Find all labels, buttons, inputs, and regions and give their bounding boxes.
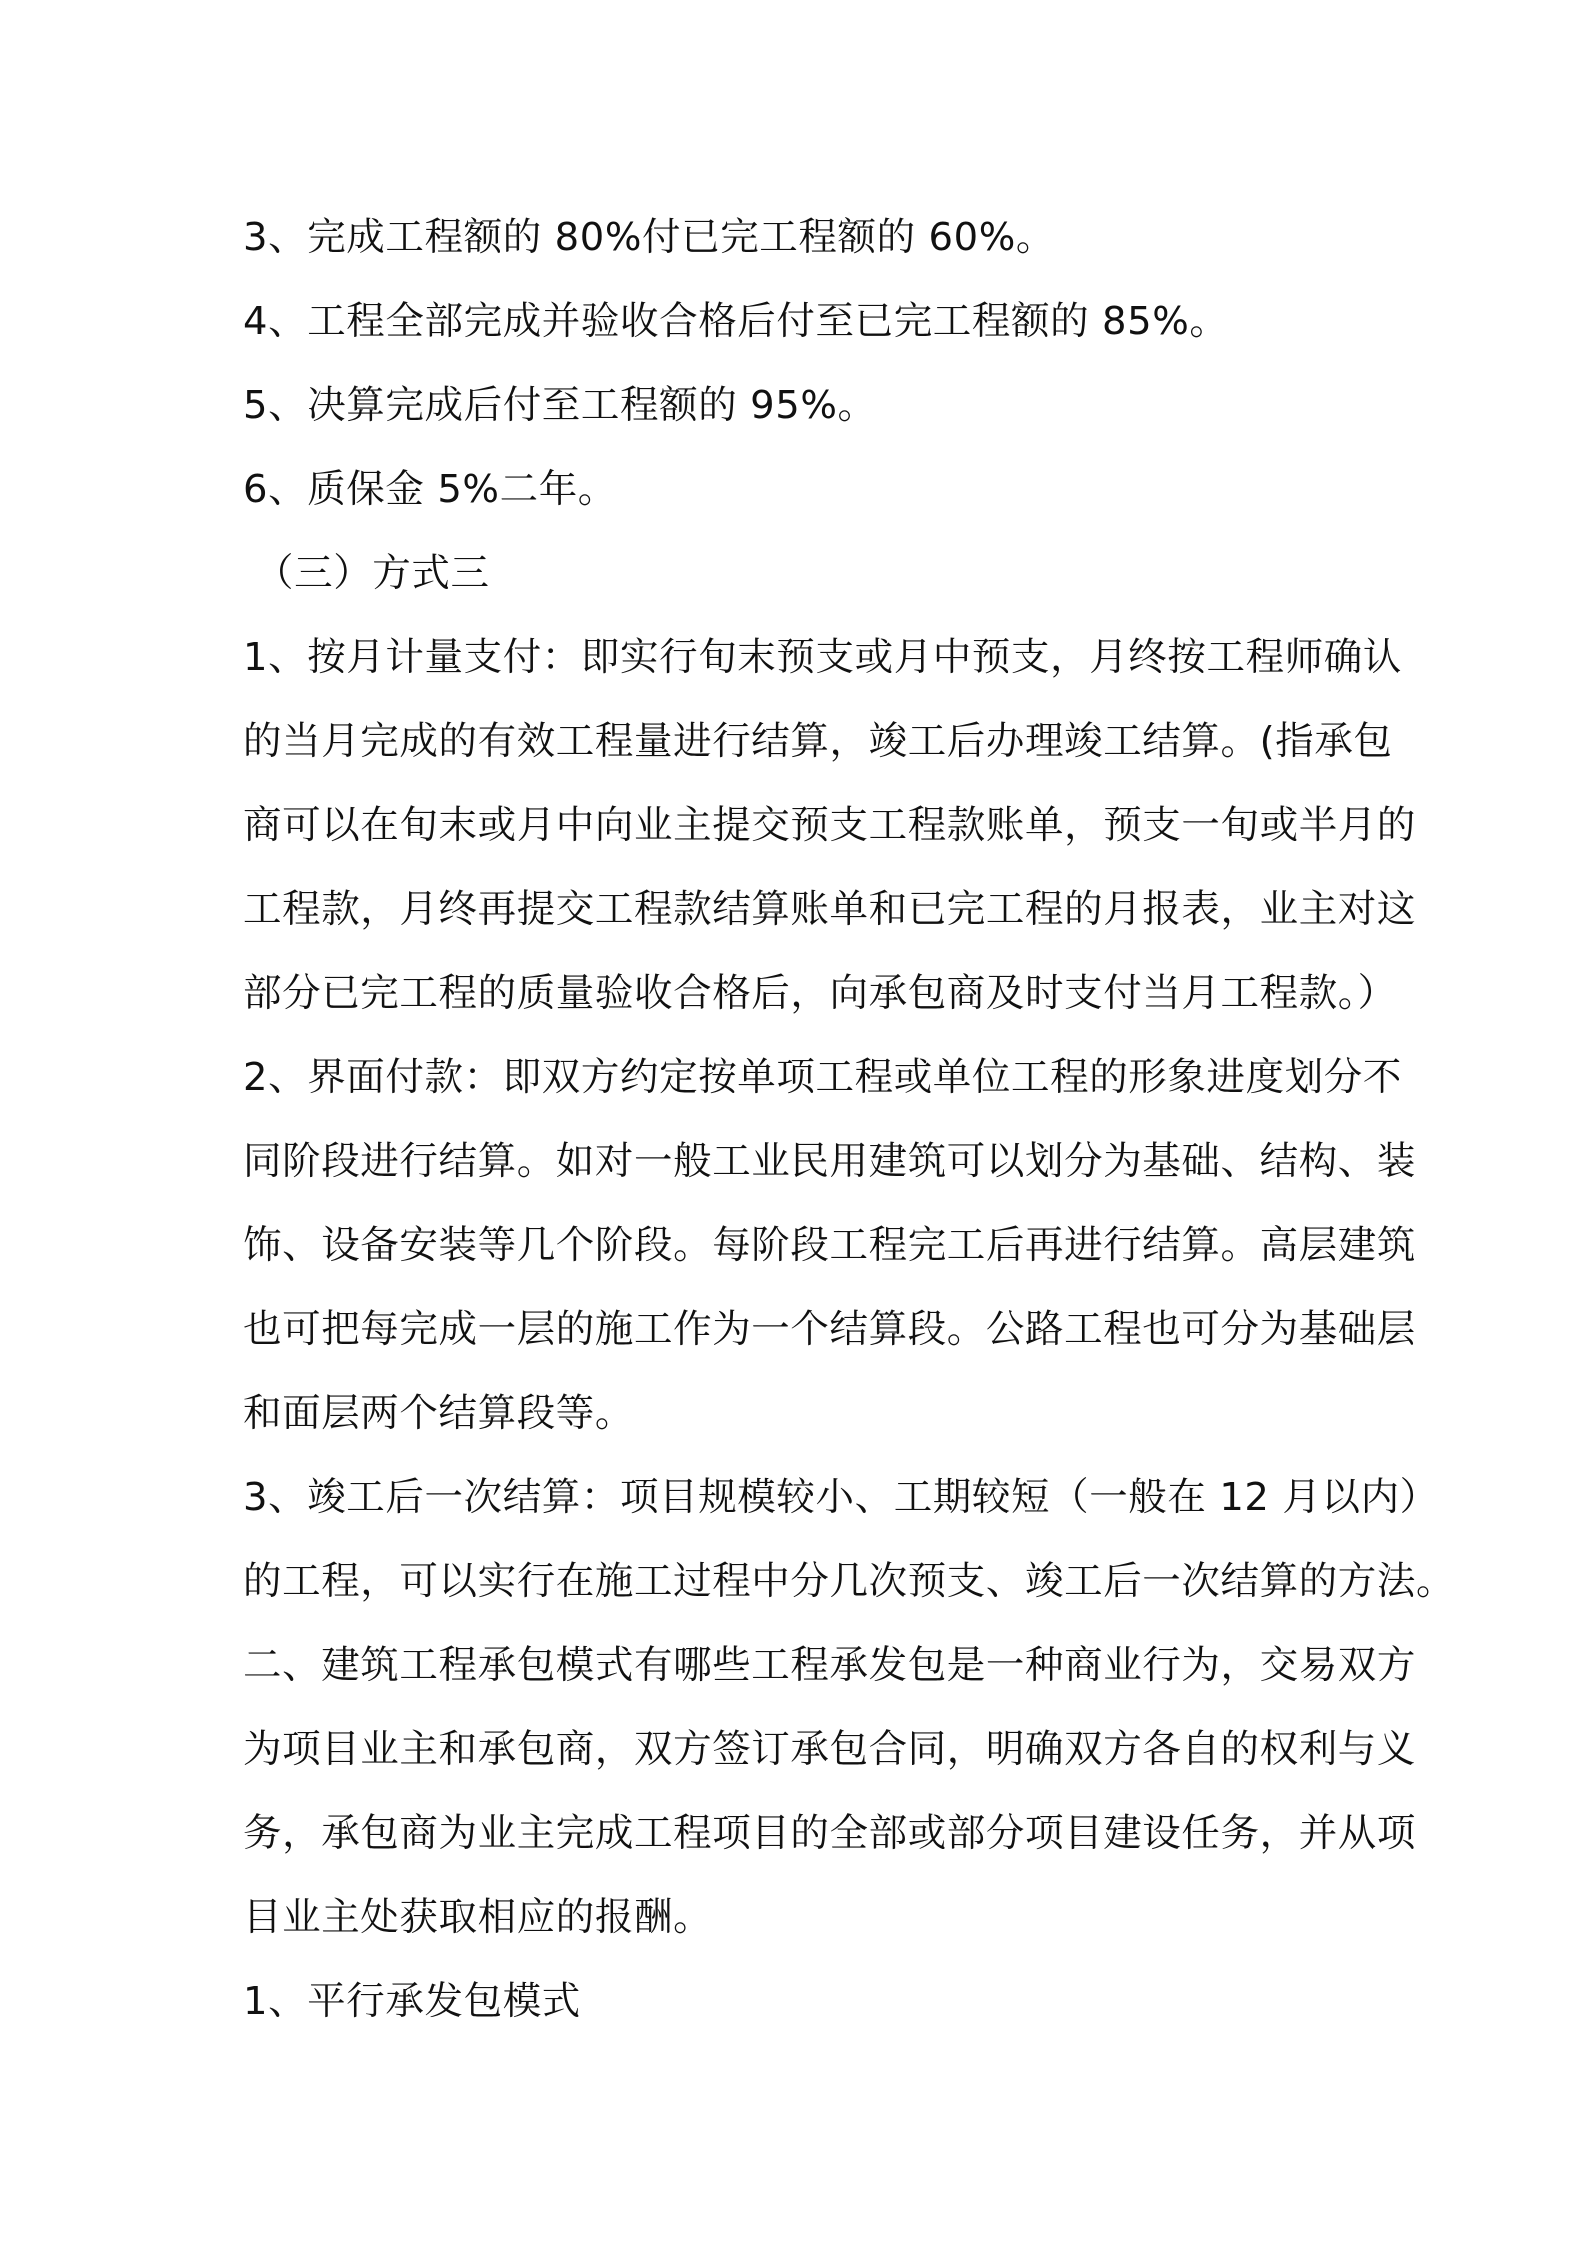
- paragraph-line: 也可把每完成一层的施工作为一个结算段。公路工程也可分为基础层: [243, 1307, 1417, 1352]
- paragraph-line: 3、竣工后一次结算：项目规模较小、工期较短（一般在 12 月以内）: [243, 1475, 1439, 1520]
- paragraph-line: 的工程，可以实行在施工过程中分几次预支、竣工后一次结算的方法。: [243, 1559, 1456, 1604]
- paragraph-line: 2、界面付款：即双方约定按单项工程或单位工程的形象进度划分不: [243, 1055, 1402, 1100]
- document-body: [243, 196, 1456, 2044]
- payment-item-4: 4、工程全部完成并验收合格后付至已完工程额的 85%。: [243, 299, 1229, 344]
- paragraph-line: 为项目业主和承包商，双方签订承包合同，明确双方各自的权利与义: [243, 1727, 1417, 1772]
- payment-item-3: 3、完成工程额的 80%付已完工程额的 60%。: [243, 215, 1056, 260]
- paragraph-line: 务，承包商为业主完成工程项目的全部或部分项目建设任务，并从项: [243, 1811, 1417, 1856]
- paragraph-line: 部分已完工程的质量验收合格后，向承包商及时支付当月工程款。）: [243, 971, 1397, 1016]
- paragraph-line: 目业主处获取相应的报酬。: [243, 1895, 713, 1940]
- payment-item-6: 6、质保金 5%二年。: [243, 467, 617, 512]
- paragraph-line: 同阶段进行结算。如对一般工业民用建筑可以划分为基础、结构、装: [243, 1139, 1417, 1184]
- payment-item-5: 5、决算完成后付至工程额的 95%。: [243, 383, 877, 428]
- paragraph-line: 饰、设备安装等几个阶段。每阶段工程完工后再进行结算。高层建筑: [243, 1223, 1417, 1268]
- paragraph-line: 1、按月计量支付：即实行旬末预支或月中预支，月终按工程师确认: [243, 635, 1402, 680]
- paragraph-line: 工程款，月终再提交工程款结算账单和已完工程的月报表，业主对这: [243, 887, 1417, 932]
- paragraph-line: 的当月完成的有效工程量进行结算，竣工后办理竣工结算。(指承包: [243, 719, 1393, 764]
- list-item-parallel-contracting: 1、平行承发包模式: [243, 1979, 581, 2024]
- paragraph-line: 和面层两个结算段等。: [243, 1391, 635, 1436]
- section-heading-contracting-modes: 二、建筑工程承包模式有哪些工程承发包是一种商业行为，交易双方: [243, 1643, 1417, 1688]
- paragraph-line: 商可以在旬末或月中向业主提交预支工程款账单，预支一旬或半月的: [243, 803, 1417, 848]
- section-heading-method-3: （三）方式三: [255, 551, 490, 596]
